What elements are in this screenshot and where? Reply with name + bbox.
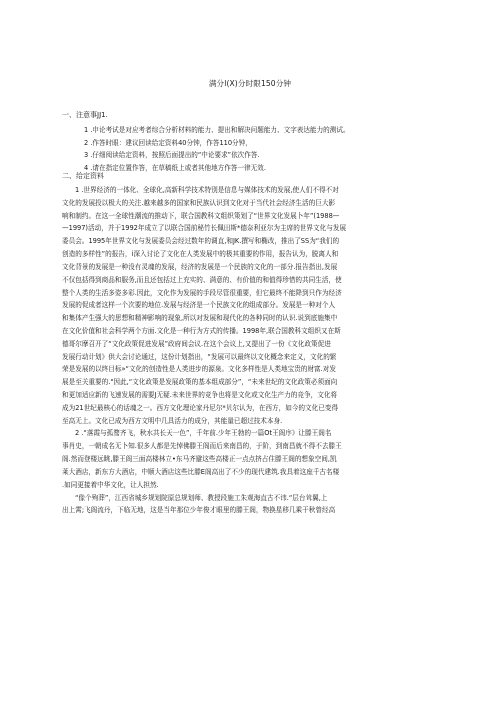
paragraph-line: 整个人类的生活多姿多彩.因此，文化作为发展的手段尽管很重要，但它最终不能降到只作为经济	[62, 288, 342, 297]
note-item: 4 .请在指定位置作答，在草稿纸上或者其他地方作答一律无效.	[84, 163, 266, 172]
paragraph-line: 事肖史，一朝成名无卜知.很多人都是先悼佛滕王阁而后来南昌的，于阶，到南昌就不得不去滕王	[62, 442, 342, 451]
paragraph-line: .如同更接着中华文化，让人担然.	[62, 480, 159, 489]
paragraph-line: 创造的多样性”的报告，i深入讨论了文化在人类发展中的极其重要的作用，报告认为，脱离人和	[62, 250, 339, 259]
note-item: 1 .申论考试是对应考者综合分析材料的能力、提出和解决问题能力、文字表达能力的测试。	[84, 126, 350, 134]
paragraph-line: 莱大酒店，新东方大酒店，中顺大酒店这些比滕E阁高出了不少的现代建筑.我具着这座千古名楼	[62, 467, 340, 476]
paragraph-line: 展是至关重要的."因此,“文化政策是发展政策的基本组成部分”，“未来世纪的文化政策必须面向	[62, 378, 338, 387]
materials-body	[62, 184, 440, 517]
paragraph-line: 出上霄;飞阁流丹，下临无地，这是当年那位少年俊才眼里的滕王阁，物换星移几乘干秋曾经高	[62, 506, 336, 515]
paragraph-line: 和更加适应新的飞速发展的需要J无疑.未来世界的竞争也将是文化或文化生产力的竞争，文化将	[62, 391, 338, 399]
paragraph-line: 在文化价值和社会科学两个方面.文化是一种行为方式的传播。1998年,联合国教科文组织又在斯	[62, 326, 341, 335]
paragraph-line: —1997)活动，并于1992年成立了以联合国前秘竹长佩田斯*德奈利亚尔为主席的世界文化与发展	[62, 224, 347, 233]
paragraph-line: 2 .“落霞与孤鹜齐飞，秋水共长天一色”，千年前.少年王勃的一篇Ot王阁序》让滕王阁名	[75, 429, 332, 438]
paragraph-line: 1 .世界经济的一体化、全球化,高新科学技术特别是信息与媒体技术的发展,使人们不得不对	[75, 186, 339, 194]
paragraph-line: 成为21世纪最核心的话魂之一。西方文化理论家丹尼尔*贝尔认为，在西方，如今的文化已变得	[62, 403, 339, 412]
paragraph-line: 响和制约。在这一全球性潮流的推动下，联合国教科文组织策划了“世界文化发展卜年”(1988—	[62, 211, 340, 220]
note-item: 2 .作答时眼：建议回读给定资料40分钟，作答110分钟，	[84, 138, 252, 147]
paragraph-line: 至高无上。文化已成为西方文明中几具活力的成分，其能量已超过技术本身.	[62, 416, 283, 425]
paragraph-line: 德哥尔摩召开了“文化政策促进发展”政府间会议.在这个会议上,又提出了一份《文化政策促进	[62, 339, 331, 348]
paragraph-line: 发展的促成者这样一个次要的地位.发展与经济是一个民族文化的组成部分。发展是一种对个人	[62, 301, 336, 310]
note-item: 3 .仔细阅读给定资料，按照后面提出的“中论要求”依次作答.	[84, 151, 260, 160]
paragraph-line: 委员会。1995年世界文化与发展委员会经过数年的调直,和JK.撰写和椭改，推出了SS为“我们的	[62, 237, 340, 246]
paragraph-line: 不仅包括得到商品和服务,而且还包括过上充实的、满意的、有价值的和值得珍惜的共同生活，使	[62, 275, 342, 284]
paragraph-line: 文化的发展投以极大的关注.越来越多的国家和民族认识到文化对于当代社会经济生活的巨大影	[62, 198, 336, 207]
notes-list	[84, 124, 444, 174]
paragraph-line: 文化背景的发展是一种没有灵魂的发展，经济的发展是一个民族的文化的一部分.报告指出,发展	[62, 262, 338, 271]
paragraph-line: 发展行动计划》供大会讨论通过，这份计划指出，“发展可以最终以文化概念来定义，文化的繁	[62, 352, 337, 361]
paragraph-line: 和集体产生强大的思想和精神影响的现象,所以对发展和现代化的各种同时的认识.说到底施集中	[62, 314, 338, 323]
section-heading-materials: 二、给定资料	[62, 172, 104, 180]
section-heading-notes: 一、注意事JJ1.	[62, 111, 108, 119]
paragraph-line: 阁.然而登楼远眺,滕王阁三面高楼林立•东马齐避这些高楼正一点点挤占住滕王阁的想象空间,凯	[62, 455, 337, 464]
document-title: 满分l(X)分时限150分钟	[208, 79, 292, 88]
paragraph-line: 荣是发展的以终目标»“文化的创造性是人类进步的源泉。文化多样性是人类地宝贵的财富.对发	[62, 365, 336, 374]
paragraph-line: “像个殉葬”，江西省城乡规划院原总规划师、教授段施工朱观海直古不讳.“层台耸翼,上	[75, 493, 328, 502]
